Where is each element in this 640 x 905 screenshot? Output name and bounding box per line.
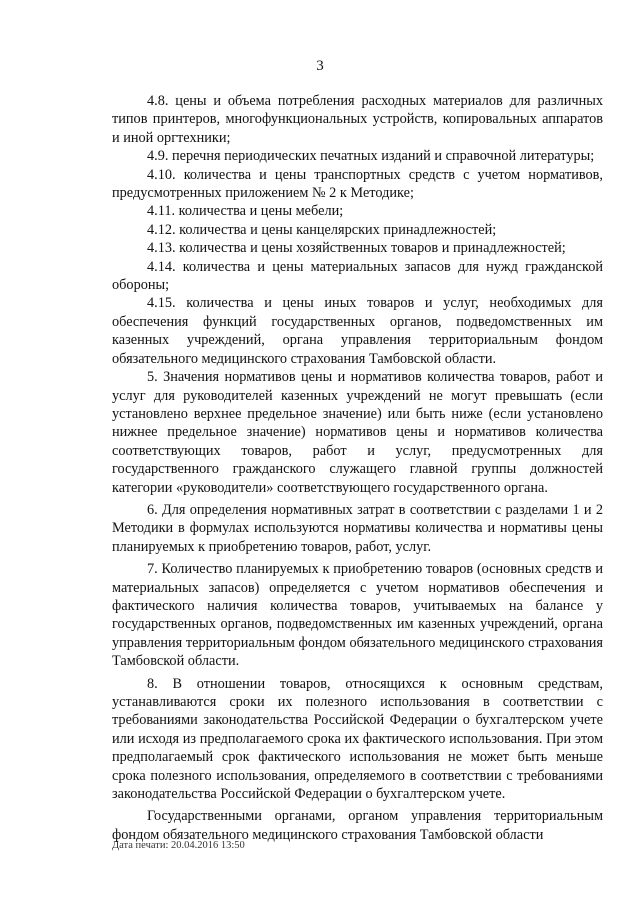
paragraph-8: 8. В отношении товаров, относящихся к основным средствам, устанавливаются сроки их полезного использования в соответствии с требованиями законодательства Российской Федерации о бухгалтерском учете или исходя из предполагаемого срока их фактического использования. При этом предполагаемый срок фактического использования не может быть меньше срока полезного использования, определяемого в соответствии с требованиями законодательства Российской Федерации о бухгалтерском учете. [112,675,603,803]
document-body [112,92,603,844]
paragraph-state-bodies: Государственными органами, органом управления территориальным фондом обязательного медицинского страхования Тамбовской области [112,808,603,843]
paragraph-4-13: 4.13. количества и цены хозяйственных товаров и принадлежностей; [147,240,566,257]
paragraph-4-11: 4.11. количества и цены мебели; [147,203,344,220]
paragraph-4-12: 4.12. количества и цены канцелярских принадлежностей; [147,221,497,238]
paragraph-4-8: 4.8. цены и объема потребления расходных материалов для различных типов принтеров, многофункциональных устройств, копировальных аппаратов и иной оргтехники; [112,93,603,146]
paragraph-4-9: 4.9. перечня периодических печатных изданий и справочной литературы; [147,148,595,165]
print-date: Дата печати: 20.04.2016 13:50 [112,840,245,851]
page-number: 3 [316,58,324,74]
paragraph-7: 7. Количество планируемых к приобретению товаров (основных средств и материальных запасов) определяется с учетом нормативов обеспечения и фактического наличия количества товаров, учитываемых на балансе у государственных органов, подведомственных им казенных учреждений, органа управления территориальным фондом обязательного медицинского страхования Тамбовской области. [112,561,603,670]
paragraph-5: 5. Значения нормативов цены и нормативов количества товаров, работ и услуг для руководителей казенных учреждений не могут превышать (если установлено верхнее предельное значение) или быть ниже (если установлено нижнее предельное значение) нормативов цены и нормативов количества соответствующих товаров, работ и услуг, предусмотренных для государственного гражданского служащего главной группы должностей категории «руководители» соответствующего государственного органа. [112,369,603,496]
paragraph-6: 6. Для определения нормативных затрат в соответствии с разделами 1 и 2 Методики в формулах используются нормативы количества и нормативы цены планируемых к приобретению товаров, работ, услуг. [112,501,603,555]
paragraph-4-10: 4.10. количества и цены транспортных средств с учетом нормативов, предусмотренных приложением № 2 к Методике; [112,166,603,202]
paragraph-4-14: 4.14. количества и цены материальных запасов для нужд гражданской обороны; [112,258,603,294]
paragraph-4-15: 4.15. количества и цены иных товаров и услуг, необходимых для обеспечения функций государственных органов, подведомственных им казенных учреждений, органа управления территориальным фондом обязательного медицинского страхования Тамбовской области. [112,295,603,367]
